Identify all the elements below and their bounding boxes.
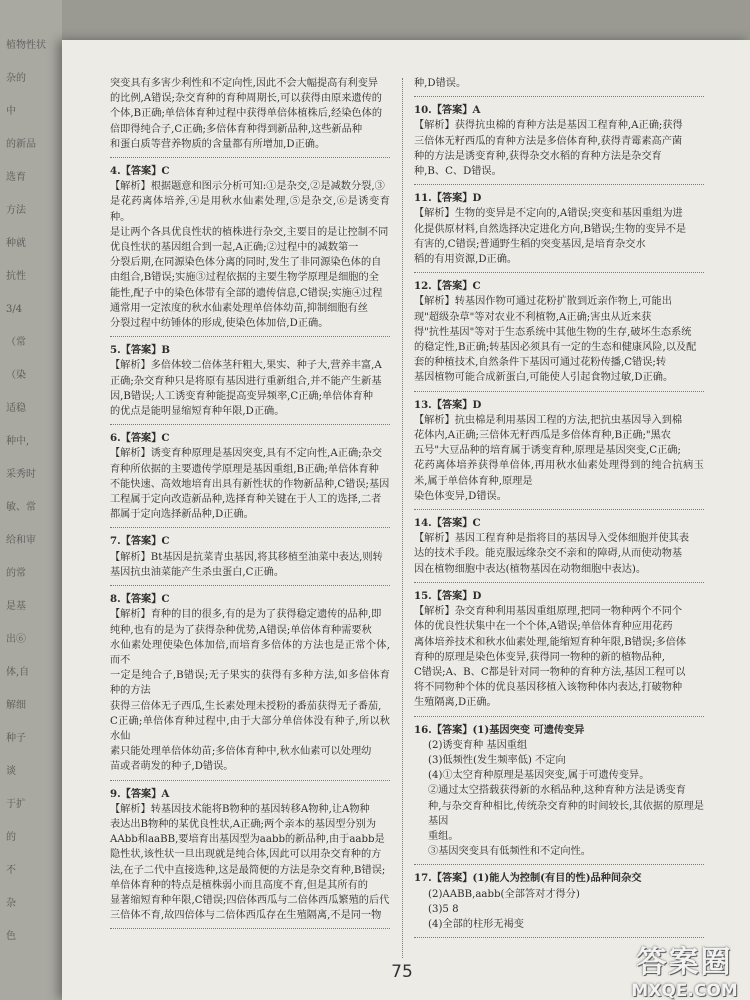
explanation-line: 分裂后期,在同源染色体分离的同时,发生了非同源染色体的自 (110, 257, 382, 269)
left-column (110, 76, 390, 935)
answer-label: 【答案】D (431, 398, 482, 411)
answer-label: 【答案】D (431, 192, 482, 205)
explanation-line: 化提供原材料,自然选择决定进化方向,B错误;生物的变异不是 (414, 223, 687, 235)
previous-page-text: 谈 (6, 766, 16, 777)
explanation-line: 育种的原理是染色体变异,获得同一物种的新的植物品种, (414, 651, 665, 663)
answer-label: 【答案】B (120, 344, 171, 357)
explanation-line: 体的优良性状集中在一个个体,A错误;单倍体育种应用花药 (414, 621, 673, 633)
question-number: 13. (414, 398, 432, 411)
previous-page-text: 的新品 (6, 139, 36, 150)
explanation-line: 是让两个各具优良性状的植株进行杂交,主要目的是让控制不同 (110, 226, 389, 238)
explanation-line: 【解析】生物的变异是不定向的,A错误;突变和基因重组为进 (414, 208, 683, 220)
explanation-line: 达的技术手段。能克服远缘杂交不亲和的障碍,从而使动物基 (414, 548, 683, 560)
explanation-line: 因,B错误;人工诱变育种能提高变异频率,C正确;单倍体育种 (110, 390, 373, 402)
answer-item (414, 76, 704, 97)
explanation-line: 离体培养技术和秋水仙素处理,能缩短育种年限,B错误;多倍体 (414, 636, 687, 648)
explanation-line: 基因抗虫油菜能产生杀虫蛋白,C正确。 (110, 566, 285, 578)
previous-page-text: 种中, (6, 436, 30, 447)
previous-page-text: 给和审 (6, 535, 36, 546)
answer-item (414, 516, 704, 583)
explanation-line: 三倍体不育,故四倍体与二倍体西瓜存在生殖隔离,不是同一物 (110, 910, 382, 922)
explanation-line: (3)5 8 (428, 903, 459, 915)
column-divider (402, 78, 403, 958)
explanation-line: 生殖隔离,D正确。 (414, 697, 497, 709)
answer-item (414, 723, 704, 866)
explanation-line: 【解析】多倍体较二倍体茎秆粗大,果实、种子大,营养丰富,A (110, 360, 382, 372)
answer-label: 【答案】(1)基因突变 可遗传变异 (431, 723, 585, 736)
explanation-line: 素只能处理单倍体幼苗;多倍体育种中,秋水仙素可以处理幼 (110, 746, 372, 758)
explanation-line: 五号"大豆品种的培育属于诱变育种,原理是基因突变,C正确; (414, 445, 681, 457)
answer-label: 【答案】A (431, 104, 481, 117)
question-number: 4. (110, 165, 121, 178)
answer-item (414, 589, 704, 717)
explanation-line: 的优点是能明显缩短育种年限,D正确。 (110, 406, 285, 418)
answer-label: 【答案】C (120, 432, 170, 445)
previous-page-text: 体,自 (6, 667, 30, 678)
answer-item (414, 871, 704, 938)
explanation-line: 育种所依据的主要遗传学原理是基因重组,B正确;单倍体育种 (110, 463, 379, 475)
explanation-line: 种,B、C、D错误。 (414, 166, 502, 178)
previous-page-text: 不 (6, 865, 16, 876)
explanation-line: 【解析】转基因技术能将B物种的基因转移A物种,让A物种 (110, 803, 370, 815)
answer-item (110, 534, 390, 586)
top-shadow-strip (62, 0, 750, 40)
explanation-line: (4)①太空育种原理是基因突变,属于可遗传变异。 (428, 770, 650, 782)
watermark-title: 答案圈 (636, 945, 733, 980)
previous-page-text: 中 (6, 106, 16, 117)
explanation-line: 稻的有用资源,D正确。 (414, 254, 518, 266)
explanation-line: 现"超级杂草"等对农业不利植物,A正确;害虫从近来获 (414, 311, 652, 323)
explanation-line: 是花药离体培养,④是用秋水仙素处理,⑤是杂交,⑥是诱变育种。 (110, 196, 390, 223)
explanation-line: 纯种,也有的是为了获得杂种优势,A错误;单倍体育种需要秋 (110, 624, 372, 636)
explanation-line: 苗或者萌发的种子,D错误。 (110, 761, 234, 773)
previous-page-text: （常 (6, 337, 26, 348)
explanation-line: 【解析】转基因作物可通过花粉扩散到近亲作物上,可能出 (414, 296, 672, 308)
explanation-line: 单倍体育种的特点是植株弱小而且高度不育,但是其所有的 (110, 879, 368, 891)
explanation-line: 染色体变异,D错误。 (414, 490, 507, 502)
question-number: 11. (414, 192, 432, 205)
answer-item (110, 592, 390, 780)
previous-page-text: 选育 (6, 172, 26, 183)
explanation-line: C错误;A、B、C都是针对同一物种的育种方法,基因工程可以 (414, 666, 686, 678)
previous-page-text: （染 (6, 370, 26, 381)
previous-page-text: 于扩 (6, 799, 26, 810)
explanation-line: 有害的,C错误;普通野生稻的突变基因,是培育杂交水 (414, 238, 646, 250)
previous-page-text: 适稳 (6, 403, 26, 414)
explanation-line: 【解析】获得抗虫棉的育种方法是基因工程育种,A正确;获得 (414, 120, 683, 132)
previous-page-text: 3/4 (6, 304, 23, 315)
explanation-line: 花药离体培养获得单倍体,再用秋水仙素处理得到的纯合抗病玉米,属于单倍体育种,原理是 (414, 460, 704, 487)
explanation-line: ②通过太空搭载获得新的水稻品种,这种育种方法是诱变育 (428, 785, 686, 797)
explanation-line: 因在植物细胞中表达(植物基因在动物细胞中表达)。 (414, 563, 647, 575)
answer-item (110, 343, 390, 425)
explanation-line: 【解析】育种的目的很多,有的是为了获得稳定遗传的品种,即 (110, 609, 382, 621)
explanation-line: 通常用一定浓度的秋水仙素处理单倍体幼苗,抑制细胞有丝 (110, 302, 368, 314)
explanation-line: 法,在子二代中直接选种,这是最简便的方法是杂交育种,B错误; (110, 864, 386, 876)
question-number: 8. (110, 593, 121, 606)
answer-label: 【答案】C (120, 165, 170, 178)
previous-page-text: 采秀时 (6, 469, 36, 480)
explanation-line: 和蛋白质等营养物质的含量都有所增加,D正确。 (110, 138, 326, 150)
explanation-line: 分裂过程中纺锤体的形成,使染色体加倍,D正确。 (110, 318, 329, 330)
explanation-line: 将不同物种个体的优良基因移植入该物种体内表达,打破物种 (414, 682, 683, 694)
explanation-line: ③基因突变具有低频性和不定向性。 (428, 846, 591, 858)
explanation-line: 【解析】基因工程育种是指将目的基因导入受体细胞并使其表 (414, 533, 690, 545)
watermark-url: MXQE.COM (631, 981, 738, 1000)
question-number: 6. (110, 432, 121, 445)
previous-page-text: 敏、常 (6, 502, 36, 513)
previous-page-text: 杂 (6, 898, 16, 909)
explanation-line: 【解析】杂交育种利用基因重组原理,把同一物种两个不同个 (414, 606, 683, 618)
explanation-line: 套的种植技术,自然条件下基因可通过花粉传播,C错误;转 (414, 357, 667, 369)
answer-item (110, 787, 390, 930)
question-number: 12. (414, 280, 432, 293)
answer-item (414, 279, 704, 391)
explanation-line: (3)低频性(发生频率低) 不定向 (428, 754, 566, 766)
answer-item (414, 398, 704, 510)
explanation-line: 得"抗性基因"等对于生态系统中其他生物的生存,破坏生态系统 (414, 326, 692, 338)
explanation-line: 表达出B物种的某优良性状,A正确;两个亲本的基因型分别为 (110, 818, 377, 830)
explanation-line: 倍即得纯合子,C正确;多倍体育种得到新品种,这些新品种 (110, 123, 363, 135)
explanation-line: 工程属于定向改造新品种,选择育种关键在于人工的选择,二者 (110, 494, 382, 506)
explanation-line: 不能快速、高效地培育出具有新性状的作物新品种,C错误;基因 (110, 478, 390, 490)
answer-item (414, 103, 704, 185)
question-number: 10. (414, 104, 432, 117)
explanation-line: 个体,B正确;单倍体育种过程中获得单倍体植株后,经染色体的 (110, 108, 383, 120)
answer-label: 【答案】C (431, 517, 481, 530)
answer-item (110, 76, 390, 158)
explanation-line: 由组合,B错误;实施③过程依据的主要生物学原理是细胞的全 (110, 272, 379, 284)
previous-page-text: 解细 (6, 700, 26, 711)
explanation-line: 水仙素处理使染色体加倍,而培育多倍体的方法也是正常个体,而不 (110, 639, 390, 666)
explanation-line: AAbb和aaBB,要培育出基因型为aabb的新品种,由于aabb是 (110, 834, 385, 846)
explanation-line: 【解析】Bt基因是抗菜青虫基因,将其移植至油菜中表达,则转 (110, 551, 383, 563)
explanation-line: 基因植物可能合成新蛋白,可能使人引起食物过敏,D正确。 (414, 372, 674, 384)
explanation-line: 花体内,A正确;三倍体无籽西瓜是多倍体育种,B正确;"黑农 (414, 430, 671, 442)
previous-page-text: 的 (6, 832, 16, 843)
explanation-line: 能性,配子中的染色体带有全部的遗传信息,C错误;实施④过程 (110, 287, 383, 299)
previous-page-text: 种子 (6, 733, 26, 744)
explanation-line: 重组。 (428, 830, 459, 842)
question-number: 16. (414, 723, 432, 736)
explanation-line: 优良性状的基因组合到一起,A正确;②过程中的减数第一 (110, 242, 359, 254)
explanation-line: 种,与杂交育种相比,传统杂交育种的时间较长,其依据的原理是基因 (428, 800, 704, 827)
explanation-line: 【解析】根据题意和图示分析可知:①是杂交,②是减数分裂,③ (110, 181, 385, 193)
page-number: 75 (391, 962, 413, 982)
previous-page-text: 抗性 (6, 271, 26, 282)
answer-item (110, 431, 390, 528)
question-number: 9. (110, 787, 121, 800)
previous-page-text: 种就 (6, 238, 26, 249)
previous-page-text: 杂的 (6, 73, 26, 84)
explanation-line: 突变具有多害少利性和不定向性,因此不会大幅提高有利变异 (110, 78, 379, 89)
previous-page-text: 是基 (6, 601, 26, 612)
explanation-line: 一定是纯合子,B错误;无子果实的获得有多种方法,如多倍体育种的方法 (110, 670, 390, 697)
explanation-line: 显著缩短育种年限,C错误;四倍体西瓜与二倍体西瓜繁殖的后代 (110, 894, 390, 906)
previous-page-text: 植物性状 (6, 40, 46, 51)
explanation-line: 种的方法是诱变育种,获得杂交水稻的育种方法是杂交育 (414, 150, 662, 162)
question-number: 7. (110, 535, 121, 548)
previous-page-text: 方法 (6, 205, 26, 216)
explanation-line: 都属于定向选择新品种,D正确。 (110, 509, 254, 521)
explanation-line: (2)诱变育种 基因重组 (428, 739, 528, 751)
explanation-line: 隐性状,该性状一旦出现就是纯合体,因此可以用杂交育种的方 (110, 849, 382, 861)
explanation-line: 种,D错误。 (414, 78, 467, 89)
explanation-line: 三倍体无籽西瓜的育种方法是多倍体育种,获得青霉素高产菌 (414, 135, 683, 147)
answer-label: 【答案】C (120, 535, 170, 548)
watermark-logo (622, 945, 747, 1000)
explanation-line: 【解析】抗虫棉是利用基因工程的方法,把抗虫基因导入到棉 (414, 414, 683, 426)
explanation-line: (4)全部的柱形无褐变 (428, 918, 524, 930)
previous-page-edge (0, 0, 62, 1000)
question-number: 5. (110, 344, 121, 357)
explanation-line: 获得三倍体无子西瓜,生长素处理未授粉的番茄获得无子番茄, (110, 700, 382, 712)
answer-label: 【答案】C (431, 280, 481, 293)
answer-label: 【答案】D (431, 589, 482, 602)
previous-page-text: 的常 (6, 568, 26, 579)
explanation-line: 【解析】诱变育种原理是基因突变,具有不定向性,A正确;杂交 (110, 448, 382, 460)
previous-page-text: 色 (6, 931, 16, 942)
answer-label: 【答案】A (120, 787, 170, 800)
right-column (414, 76, 704, 944)
answer-label: 【答案】C (120, 593, 170, 606)
answer-item (414, 191, 704, 273)
explanation-line: C正确;单倍体育种过程中,由于大部分单倍体没有种子,所以秋水仙 (110, 715, 390, 742)
question-number: 15. (414, 589, 432, 602)
previous-page-text: 出⑥ (6, 634, 26, 645)
explanation-line: 的稳定性,B正确;转基因必须具有一定的生态和健康风险,以及配 (414, 342, 697, 354)
explanation-line: (2)AABB,aabb(全部答对才得分) (428, 888, 580, 900)
explanation-line: 的比例,A错误;杂交育种的育种周期长,可以获得由原来遗传的 (110, 93, 382, 105)
explanation-line: 正确;杂交育种只是将原有基因进行重新组合,并不能产生新基 (110, 375, 382, 387)
question-number: 17. (414, 872, 432, 885)
answer-item (110, 164, 390, 337)
answer-label: 【答案】(1)能人为控制(有目的性)品种间杂交 (431, 872, 642, 885)
question-number: 14. (414, 517, 432, 530)
textbook-page (62, 40, 750, 1000)
